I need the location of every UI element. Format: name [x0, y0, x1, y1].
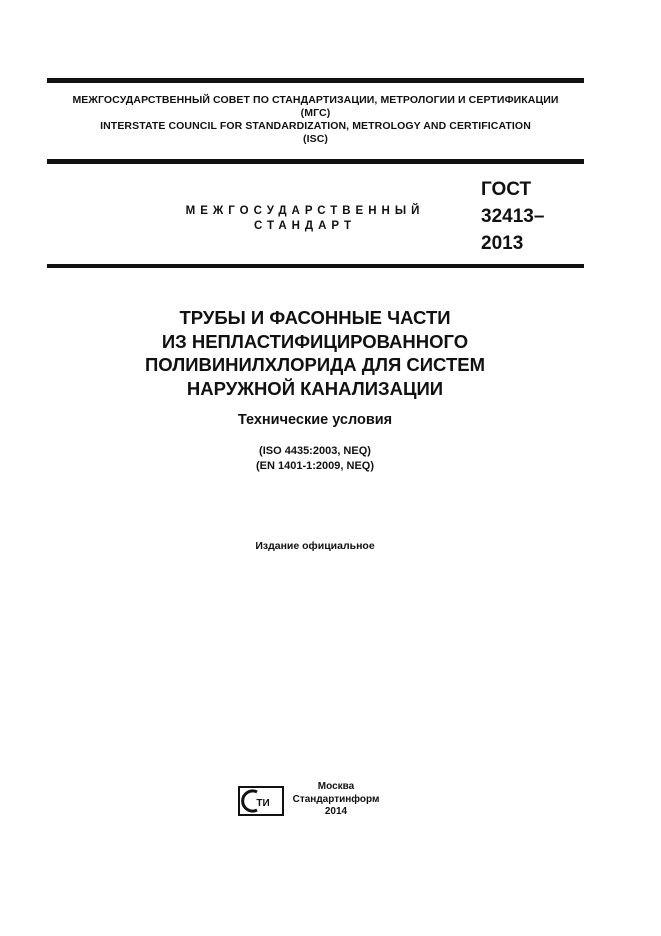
council-abbr-ru: (МГС)	[300, 107, 331, 119]
gost-designation	[481, 176, 544, 257]
reference-en: (EN 1401-1:2009, NEQ)	[256, 460, 374, 472]
top-rule	[47, 78, 584, 83]
title-line-4: НАРУЖНОЙ КАНАЛИЗАЦИИ	[186, 377, 444, 399]
publisher-block	[290, 781, 382, 819]
council-header	[47, 94, 584, 146]
gost-prefix: ГОСТ	[481, 179, 532, 200]
publisher-name: Стандартинформ	[292, 793, 380, 805]
bottom-rule	[47, 264, 584, 268]
svg-text:ТИ: ТИ	[256, 798, 270, 809]
title-line-2: ИЗ НЕПЛАСТИФИЦИРОВАННОГО	[161, 330, 469, 352]
publisher-year: 2014	[324, 806, 348, 817]
gost-year: 2013	[481, 233, 524, 254]
standard-references	[80, 444, 550, 474]
council-name-en: INTERSTATE COUNCIL FOR STANDARDIZATION, METROLOGY AND CERTIFICATION	[100, 120, 531, 132]
middle-rule	[47, 159, 584, 164]
edition-note: Издание официальное	[255, 540, 375, 552]
standard-kind-line1: МЕЖГОСУДАРСТВЕННЫЙ	[185, 205, 425, 217]
council-abbr-en: (ISC)	[303, 133, 328, 145]
title-line-3: ПОЛИВИНИЛХЛОРИДА ДЛЯ СИСТЕМ	[144, 354, 486, 375]
standard-kind-line2: СТАНДАРТ	[254, 220, 356, 232]
document-title	[80, 306, 550, 400]
standartinform-logo-icon	[238, 786, 284, 816]
title-line-1: ТРУБЫ И ФАСОННЫЕ ЧАСТИ	[179, 307, 451, 328]
reference-iso: (ISO 4435:2003, NEQ)	[259, 445, 371, 457]
document-subtitle: Технические условия	[237, 412, 393, 428]
publisher-city: Москва	[317, 781, 355, 792]
council-name-ru: МЕЖГОСУДАРСТВЕННЫЙ СОВЕТ ПО СТАНДАРТИЗАЦИИ, МЕТРОЛОГИИ И СЕРТИФИКАЦИИ	[72, 94, 559, 106]
gost-number: 32413–	[481, 206, 545, 227]
